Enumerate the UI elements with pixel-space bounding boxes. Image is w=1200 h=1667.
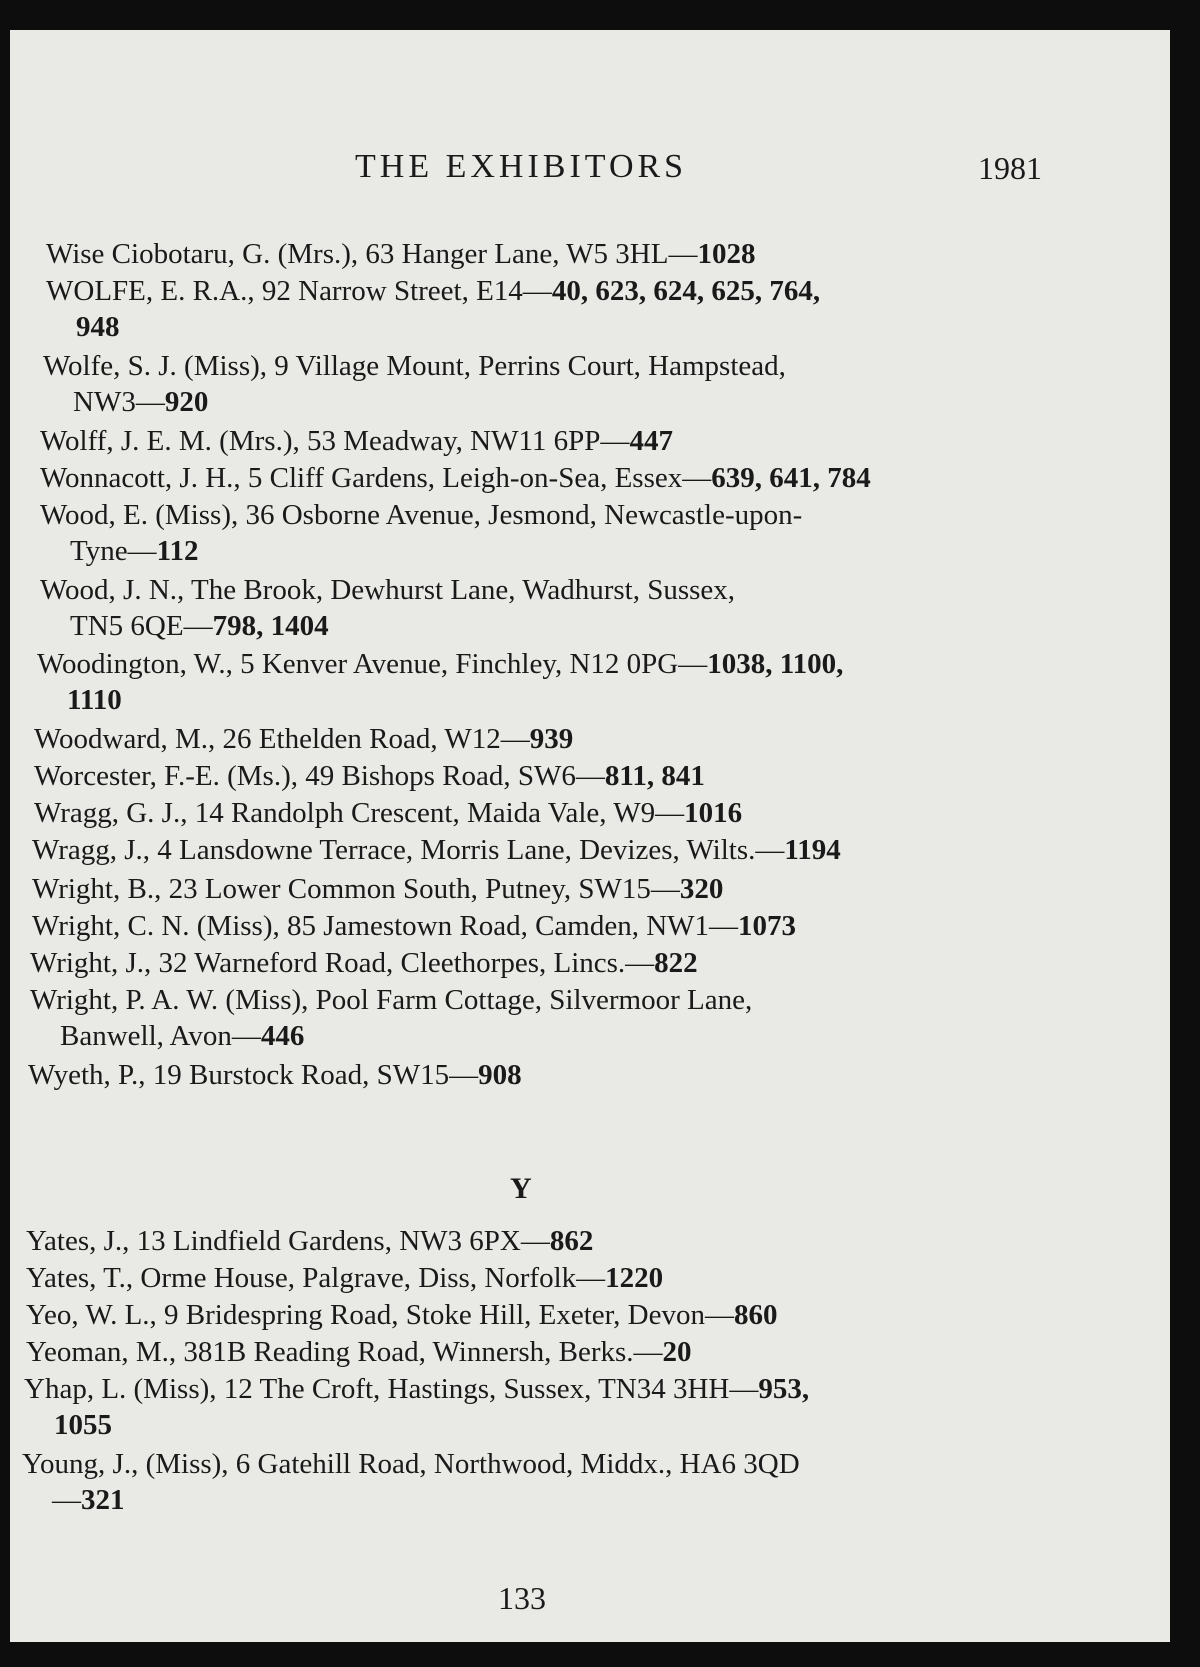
header-title: THE EXHIBITORS — [355, 148, 688, 185]
entry-numbers-cont: 1055 — [54, 1409, 112, 1441]
entry-text: Wragg, G. J., 14 Randolph Crescent, Maida Vale, W9— — [34, 797, 685, 829]
header-year: 1981 — [978, 150, 1042, 186]
list-item — [26, 1223, 1036, 1259]
entry-numbers: 1028 — [697, 238, 756, 270]
entry-continuation — [46, 309, 1056, 345]
entry-text: Woodington, W., 5 Kenver Avenue, Finchley, N12 0PG— — [37, 648, 708, 680]
entry-text: Wolfe, S. J. (Miss), 9 Village Mount, Perrins Court, Hampstead, — [43, 350, 786, 382]
entry-numbers: 822 — [654, 947, 698, 979]
entry-text: Wright, P. A. W. (Miss), Pool Farm Cottage, Silvermoor Lane, — [30, 984, 753, 1016]
entry-text: Wragg, J., 4 Lansdowne Terrace, Morris Lane, Devizes, Wilts.— — [32, 834, 785, 866]
entry-text: Worcester, F.-E. (Ms.), 49 Bishops Road, SW6— — [34, 760, 605, 792]
entry-numbers: 862 — [549, 1225, 594, 1257]
entry-continuation — [40, 608, 1050, 644]
entry-text: Wright, B., 23 Lower Common South, Putney, SW15— — [32, 873, 680, 905]
list-item — [32, 832, 1042, 868]
entry-continuation — [37, 682, 1047, 718]
entry-continuation — [40, 533, 1050, 569]
running-header — [10, 148, 1170, 198]
entry-text: WOLFE, E. R.A., 92 Narrow Street, E14— — [46, 275, 552, 307]
list-item — [40, 423, 1050, 459]
list-item — [26, 1297, 1036, 1333]
entry-numbers: 860 — [733, 1299, 778, 1331]
entry-numbers: 908 — [478, 1059, 522, 1091]
entry-numbers-cont: 948 — [76, 311, 120, 343]
entry-numbers: 811, 841 — [604, 760, 705, 792]
entry-numbers: 447 — [629, 425, 673, 457]
entry-numbers: 953, — [758, 1373, 810, 1405]
list-item — [40, 460, 1050, 496]
list-item — [34, 758, 1044, 794]
entry-text: Wright, J., 32 Warneford Road, Cleethorpes, Lincs.— — [30, 947, 655, 979]
entry-text: Young, J., (Miss), 6 Gatehill Road, Northwood, Middx., HA6 3QD — [22, 1448, 800, 1480]
entry-text: Wonnacott, J. H., 5 Cliff Gardens, Leigh-on-Sea, Essex— — [40, 462, 712, 494]
list-item — [30, 982, 1040, 1054]
list-item — [30, 945, 1040, 981]
list-item — [34, 721, 1044, 757]
entry-text: Yates, J., 13 Lindfield Gardens, NW3 6PX— — [26, 1225, 550, 1257]
entry-text: Wyeth, P., 19 Burstock Road, SW15— — [28, 1059, 479, 1091]
entry-continuation — [22, 1482, 1032, 1518]
list-item — [22, 1446, 1032, 1518]
page-number: 133 — [498, 1580, 546, 1616]
book-page — [10, 30, 1170, 1642]
entry-text-cont: TN5 6QE— — [70, 610, 213, 642]
entry-numbers-cont: 798, 1404 — [212, 610, 329, 642]
list-item — [26, 1260, 1036, 1296]
list-item — [32, 908, 1042, 944]
entry-numbers: 20 — [662, 1336, 692, 1368]
entry-numbers: 1194 — [784, 834, 841, 866]
entry-text-cont: Banwell, Avon— — [60, 1020, 261, 1052]
entry-numbers-cont: 321 — [81, 1484, 125, 1516]
entry-text-cont: — — [52, 1484, 81, 1516]
entry-numbers: 320 — [679, 873, 724, 905]
entry-numbers: 1016 — [684, 797, 743, 829]
entry-text: Yates, T., Orme House, Palgrave, Diss, Norfolk— — [26, 1262, 606, 1294]
list-item — [37, 646, 1047, 718]
list-item — [43, 348, 1053, 420]
entry-text: Wise Ciobotaru, G. (Mrs.), 63 Hanger Lane, W5 3HL— — [46, 238, 698, 270]
entry-numbers: 939 — [529, 723, 574, 755]
entry-numbers-cont: 920 — [164, 386, 209, 418]
entry-continuation — [30, 1018, 1040, 1054]
entry-numbers: 40, 623, 624, 625, 764, — [551, 275, 821, 307]
entry-numbers: 639, 641, 784 — [711, 462, 871, 494]
list-item — [46, 236, 1056, 272]
list-item — [24, 1371, 1034, 1443]
list-item — [32, 871, 1042, 907]
entry-text: Wood, J. N., The Brook, Dewhurst Lane, Wadhurst, Sussex, — [40, 574, 736, 606]
entry-text: Wright, C. N. (Miss), 85 Jamestown Road, Camden, NW1— — [32, 910, 739, 942]
entry-numbers-cont: 446 — [260, 1020, 305, 1052]
entry-continuation — [43, 384, 1053, 420]
section-letter: Y — [510, 1172, 532, 1205]
entry-continuation — [24, 1407, 1034, 1443]
entry-text-cont: Tyne— — [70, 535, 157, 567]
entry-numbers: 1220 — [605, 1262, 664, 1294]
entry-text: Woodward, M., 26 Ethelden Road, W12— — [34, 723, 530, 755]
entry-numbers: 1038, 1100, — [707, 648, 844, 680]
list-item — [40, 497, 1050, 569]
entry-numbers-cont: 112 — [156, 535, 199, 567]
entry-text-cont: NW3— — [73, 386, 165, 418]
entry-text: Wolff, J. E. M. (Mrs.), 53 Meadway, NW11 6PP— — [40, 425, 630, 457]
list-item — [26, 1334, 1036, 1370]
entry-numbers-cont: 1110 — [67, 684, 122, 716]
list-item — [28, 1057, 1038, 1093]
list-item — [34, 795, 1044, 831]
entry-text: Yeo, W. L., 9 Bridespring Road, Stoke Hill, Exeter, Devon— — [26, 1299, 734, 1331]
entry-text: Yeoman, M., 381B Reading Road, Winnersh, Berks.— — [26, 1336, 663, 1368]
entry-text: Yhap, L. (Miss), 12 The Croft, Hastings, Sussex, TN34 3HH— — [24, 1373, 759, 1405]
list-item — [40, 572, 1050, 644]
list-item — [46, 273, 1056, 345]
entry-text: Wood, E. (Miss), 36 Osborne Avenue, Jesmond, Newcastle-upon- — [40, 499, 803, 531]
entry-numbers: 1073 — [738, 910, 797, 942]
